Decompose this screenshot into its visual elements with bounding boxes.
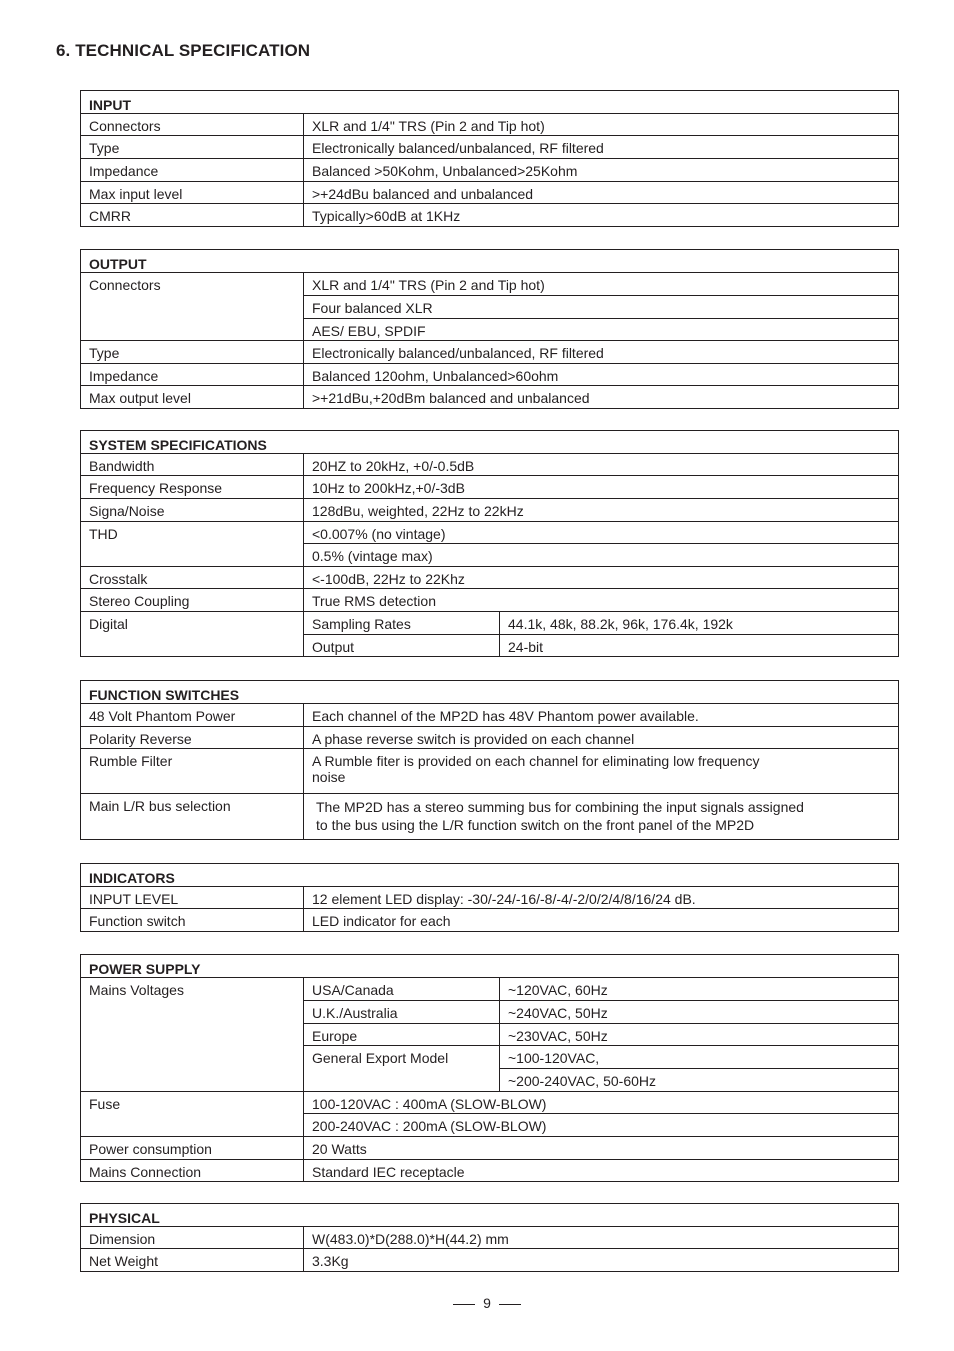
table-row: [81, 727, 899, 749]
row-label: Net Weight: [81, 1249, 304, 1272]
power-table: [80, 954, 899, 1182]
row-value: Balanced 120ohm, Unbalanced>60ohm: [304, 364, 899, 386]
row-label: Type: [81, 136, 304, 159]
row-label: Function switch: [81, 909, 304, 932]
table-row: [81, 887, 899, 909]
section-header: POWER SUPPLY: [81, 955, 899, 978]
row-label: Frequency Response: [81, 476, 304, 499]
table-row: [81, 978, 899, 1001]
table-row: [81, 499, 899, 522]
row-label: Power consumption: [81, 1137, 304, 1160]
row-label: Mains Connection: [81, 1160, 304, 1182]
row-value: >+21dBu,+20dBm balanced and unbalanced: [304, 386, 899, 409]
table-row: [81, 341, 899, 364]
row-value: Standard IEC receptacle: [304, 1160, 899, 1182]
page-number: 9: [483, 1295, 491, 1311]
section-header: INPUT: [81, 91, 899, 114]
footer-rule-right: [499, 1304, 521, 1305]
table-row: [81, 794, 899, 840]
row-subkey: USA/Canada: [304, 978, 500, 1001]
row-label: THD: [81, 522, 304, 567]
page-title: 6. TECHNICAL SPECIFICATION: [56, 41, 311, 60]
row-label: Type: [81, 341, 304, 364]
table-row: [81, 522, 899, 544]
section-header: SYSTEM SPECIFICATIONS: [81, 431, 899, 454]
row-label: Polarity Reverse: [81, 727, 304, 749]
row-label: Signa/Noise: [81, 499, 304, 522]
row-subkey: Europe: [304, 1024, 500, 1046]
row-value: A phase reverse switch is provided on each channel: [304, 727, 899, 749]
functions-table: [80, 680, 899, 840]
row-label: Connectors: [81, 273, 304, 341]
row-value: >+24dBu balanced and unbalanced: [304, 182, 899, 204]
row-value: Electronically balanced/unbalanced, RF filtered: [304, 136, 899, 159]
row-value: Each channel of the MP2D has 48V Phantom power available.: [304, 704, 899, 727]
page-footer: [0, 1295, 954, 1311]
table-row: [81, 1249, 899, 1272]
row-subkey: Sampling Rates: [304, 612, 500, 635]
table-row: [81, 136, 899, 159]
row-label: Stereo Coupling: [81, 589, 304, 612]
table-row: [81, 1137, 899, 1160]
table-row: [81, 386, 899, 409]
row-value: 10Hz to 200kHz,+0/-3dB: [304, 476, 899, 499]
row-value: 12 element LED display: -30/-24/-16/-8/-4/-2/0/2/4/8/16/24 dB.: [304, 887, 899, 909]
row-label: Max output level: [81, 386, 304, 409]
row-value: True RMS detection: [304, 589, 899, 612]
table-row: [81, 204, 899, 227]
footer-rule-left: [453, 1304, 475, 1305]
row-label: Digital: [81, 612, 304, 657]
row-value: <-100dB, 22Hz to 22Khz: [304, 567, 899, 589]
physical-table: [80, 1203, 899, 1272]
row-value: 128dBu, weighted, 22Hz to 22kHz: [304, 499, 899, 522]
row-value: ~240VAC, 50Hz: [500, 1001, 899, 1024]
row-label: Rumble Filter: [81, 749, 304, 794]
table-row: [81, 454, 899, 476]
table-row: [81, 273, 899, 296]
row-subkey: Output: [304, 635, 500, 657]
table-row: [81, 114, 899, 136]
row-value: 200-240VAC : 200mA (SLOW-BLOW): [304, 1114, 899, 1137]
row-label: Fuse: [81, 1092, 304, 1137]
section-header: PHYSICAL: [81, 1204, 899, 1227]
row-label: Main L/R bus selection: [81, 794, 304, 840]
row-value: ~120VAC, 60Hz: [500, 978, 899, 1001]
row-value: [304, 749, 899, 794]
table-row: [81, 749, 899, 794]
table-row: [81, 612, 899, 635]
row-value: 3.3Kg: [304, 1249, 899, 1272]
row-label: CMRR: [81, 204, 304, 227]
table-row: [81, 704, 899, 727]
row-value: ~200-240VAC, 50-60Hz: [500, 1069, 899, 1092]
table-row: [81, 476, 899, 499]
table-row: [81, 1092, 899, 1114]
row-label: Dimension: [81, 1227, 304, 1249]
row-value: LED indicator for each: [304, 909, 899, 932]
table-row: [81, 1160, 899, 1182]
output-table: [80, 249, 899, 409]
row-label: INPUT LEVEL: [81, 887, 304, 909]
table-row: [81, 159, 899, 182]
row-value: Typically>60dB at 1KHz: [304, 204, 899, 227]
table-row: [81, 364, 899, 386]
row-value: AES/ EBU, SPDIF: [304, 319, 899, 341]
table-row: [81, 909, 899, 932]
row-value: W(483.0)*D(288.0)*H(44.2) mm: [304, 1227, 899, 1249]
row-value: Balanced >50Kohm, Unbalanced>25Kohm: [304, 159, 899, 182]
row-value: [304, 794, 899, 840]
row-value: XLR and 1/4" TRS (Pin 2 and Tip hot): [304, 114, 899, 136]
system-table: [80, 430, 899, 657]
row-value-text: A Rumble fiter is provided on each channel for eliminating low frequency noise: [312, 753, 760, 785]
row-value: 20 Watts: [304, 1137, 899, 1160]
row-value: ~230VAC, 50Hz: [500, 1024, 899, 1046]
table-row: [81, 1227, 899, 1249]
row-subkey: U.K./Australia: [304, 1001, 500, 1024]
row-label: Max input level: [81, 182, 304, 204]
row-label: Crosstalk: [81, 567, 304, 589]
row-label: Connectors: [81, 114, 304, 136]
input-table: [80, 90, 899, 227]
row-label: 48 Volt Phantom Power: [81, 704, 304, 727]
row-subkey: General Export Model: [304, 1046, 500, 1092]
row-value: 0.5% (vintage max): [304, 544, 899, 567]
row-value: <0.007% (no vintage): [304, 522, 899, 544]
row-value: 24-bit: [500, 635, 899, 657]
row-value-text: The MP2D has a stereo summing bus for combining the input signals assigned to the bus using the L/R function switch on the front panel of the MP2D: [316, 799, 804, 833]
section-header: OUTPUT: [81, 250, 899, 273]
table-row: [81, 567, 899, 589]
section-header: INDICATORS: [81, 864, 899, 887]
section-header: FUNCTION SWITCHES: [81, 681, 899, 704]
row-value: 44.1k, 48k, 88.2k, 96k, 176.4k, 192k: [500, 612, 899, 635]
indicators-table: [80, 863, 899, 932]
table-row: [81, 182, 899, 204]
row-value: 20HZ to 20kHz, +0/-0.5dB: [304, 454, 899, 476]
row-value: Electronically balanced/unbalanced, RF filtered: [304, 341, 899, 364]
row-label: Impedance: [81, 364, 304, 386]
row-label: Impedance: [81, 159, 304, 182]
table-row: [81, 589, 899, 612]
row-value: Four balanced XLR: [304, 296, 899, 319]
row-label: Mains Voltages: [81, 978, 304, 1092]
row-value: ~100-120VAC,: [500, 1046, 899, 1069]
row-value: 100-120VAC : 400mA (SLOW-BLOW): [304, 1092, 899, 1114]
row-value: XLR and 1/4" TRS (Pin 2 and Tip hot): [304, 273, 899, 296]
row-label: Bandwidth: [81, 454, 304, 476]
